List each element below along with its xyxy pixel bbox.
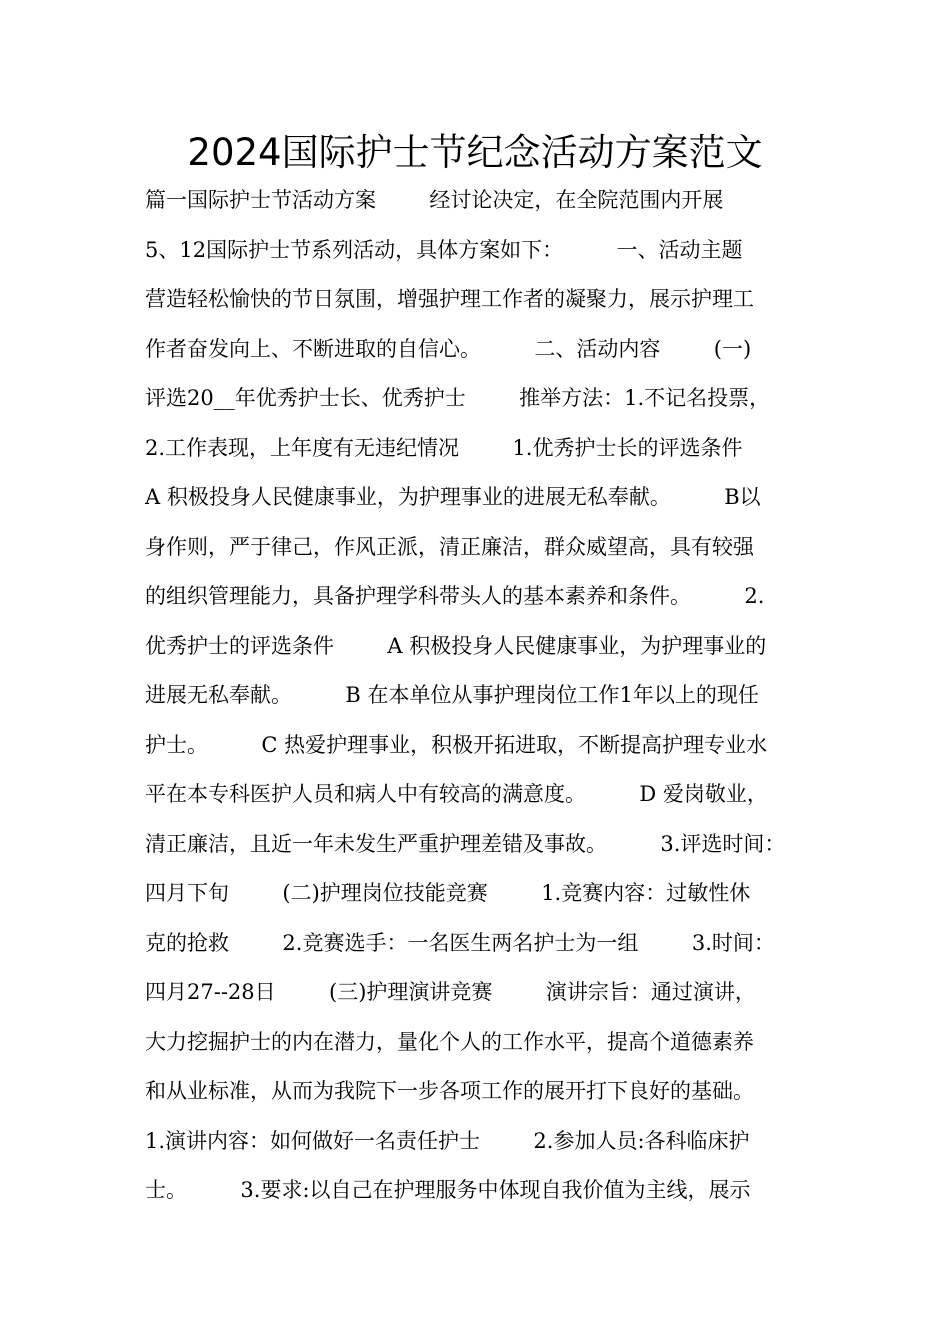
text-line: 2.工作表现，上年度有无违纪情况 1.优秀护士长的评选条件 (145, 435, 743, 460)
document-title: 2024国际护士节纪念活动方案范文 (187, 131, 763, 174)
text-line: 身作则，严于律己，作风正派，清正廉洁，群众威望高，具有较强 (145, 534, 754, 559)
text-line: 营造轻松愉快的节日氛围，增强护理工作者的凝聚力，展示护理工 (145, 287, 754, 311)
document-body (145, 176, 825, 1216)
text-line: 大力挖掘护士的内在潜力，量化个人的工作水平，提高个道德素养 (145, 1029, 754, 1054)
text-line: 四月下旬 (二)护理岗位技能竞赛 1.竞赛内容：过敏性休 (145, 881, 751, 905)
text-line: 1.演讲内容：如何做好一名责任护士 2.参加人员:各科临床护 (145, 1128, 750, 1153)
text-line: 士。 3.要求:以自己在护理服务中体现自我价值为主线，展示 (145, 1178, 751, 1202)
text-line: 评选20__年优秀护士长、优秀护士 推举方法：1.不记名投票， (145, 386, 771, 410)
text-line: 平在本专科医护人员和病人中有较高的满意度。 D 爱岗敬业， (145, 782, 768, 806)
text-line: 进展无私奉献。 B 在本单位从事护理岗位工作1年以上的现任 (145, 683, 759, 707)
text-line: 的组织管理能力，具备护理学科带头人的基本素养和条件。 2. (145, 584, 765, 608)
text-line: 5、12国际护士节系列活动，具体方案如下： 一、活动主题 (145, 237, 743, 262)
text-line: 四月27--28日 (三)护理演讲竞赛 演讲宗旨：通过演讲， (145, 980, 756, 1004)
text-line: 清正廉洁，且近一年未发生严重护理差错及事故。 3.评选时间： (145, 831, 786, 856)
text-line: 作者奋发向上、不断进取的自信心。 二、活动内容 (一) (145, 336, 752, 361)
text-line: A 积极投身人民健康事业，为护理事业的进展无私奉献。 B以 (145, 485, 761, 509)
text-line: 克的抢救 2.竞赛选手：一名医生两名护士为一组 3.时间： (145, 930, 775, 955)
text-line: 优秀护士的评选条件 A 积极投身人民健康事业，为护理事业的 (145, 633, 767, 658)
text-line: 护士。 C 热爱护理事业，积极开拓进取，不断提高护理专业水 (145, 732, 768, 757)
text-line: 篇一国际护士节活动方案 经讨论决定，在全院范围内开展 (145, 188, 724, 212)
text-line: 和从业标准，从而为我院下一步各项工作的展开打下良好的基础。 (145, 1079, 754, 1103)
